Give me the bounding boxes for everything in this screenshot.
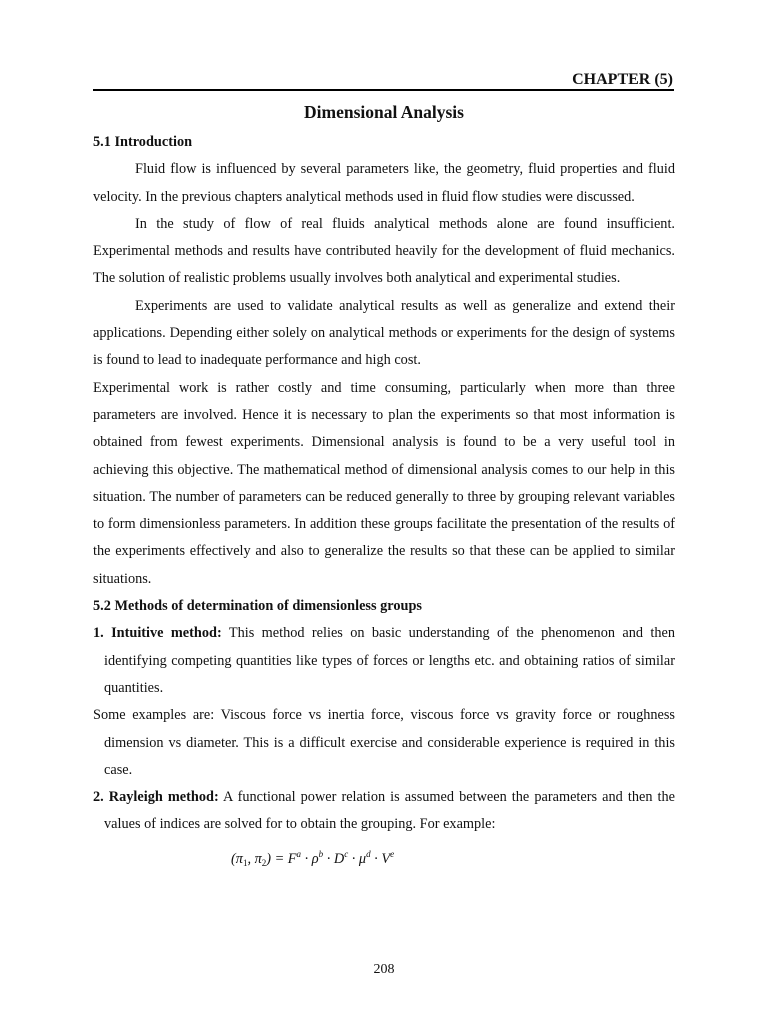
body-text	[93, 129, 675, 878]
list-item-intuitive-method	[93, 620, 675, 702]
item-label-intuitive: 1. Intuitive method:	[93, 625, 222, 642]
item-text-intuitive: This method relies on basic understanding of the phenomenon and then identifying competing quantities like types of forces or lengths etc. and obtaining ratios of similar quantities.	[104, 625, 675, 696]
section-heading-introduction: 5.1 Introduction	[93, 134, 193, 150]
item-label-rayleigh: 2. Rayleigh method:	[93, 789, 219, 806]
list-item-rayleigh-method	[93, 784, 675, 839]
section-heading-methods: 5.2 Methods of determination of dimensionless groups	[93, 598, 422, 615]
rayleigh-formula: ($\pi_1$, $\pi_2) = F^a \cdot \rho^b \cdot D^c \cdot \mu^d \cdot V^e$	[231, 848, 395, 868]
page-title: Dimensional Analysis	[304, 102, 464, 122]
paragraph-3: Experiments are used to validate analytical results as well as generalize and extend their applications. Depending either solely on analytical methods or experiments for the design of systems is found to lead to inadequate performance and high cost.	[93, 297, 675, 369]
paragraph-1: Fluid flow is influenced by several parameters like, the geometry, fluid properties and fluid velocity. In the previous chapters analytical methods used in fluid flow studies were discussed.	[93, 161, 675, 205]
page-number: 208	[373, 962, 395, 977]
paragraph-4: Experimental work is rather costly and time consuming, particularly when more than three parameters are involved. Hence it is necessary to plan the experiments so that most information is obtained from fewest experiments. Dimensional analysis is found to be a very useful tool in achieving this objective. The mathematical method of dimensional analysis comes to our help in this situation. The number of parameters can be reduced generally to three by grouping relevant variables to form dimensionless parameters. In addition these groups facilitate the presentation of the results of the experiments effectively and also to generalize the results so that these can be applied to similar situations.	[93, 379, 675, 587]
item-text-rayleigh: A functional power relation is assumed between the parameters and then the values of indices are solved for to obtain the grouping. For example:	[104, 789, 676, 833]
paragraph-2: In the study of flow of real fluids analytical methods alone are found insufficient. Experimental methods and results have contributed heavily for the development of fluid mechanics. The solution of realistic problems usually involves both analytical and experimental studies.	[93, 215, 675, 287]
chapter-label: CHAPTER (5)	[572, 71, 673, 88]
header-rule	[93, 89, 674, 91]
examples-paragraph: Some examples are: Viscous force vs inertia force, viscous force vs gravity force or roughness dimension vs diameter. This is a difficult exercise and considerable experience is required in this case.	[93, 707, 675, 778]
